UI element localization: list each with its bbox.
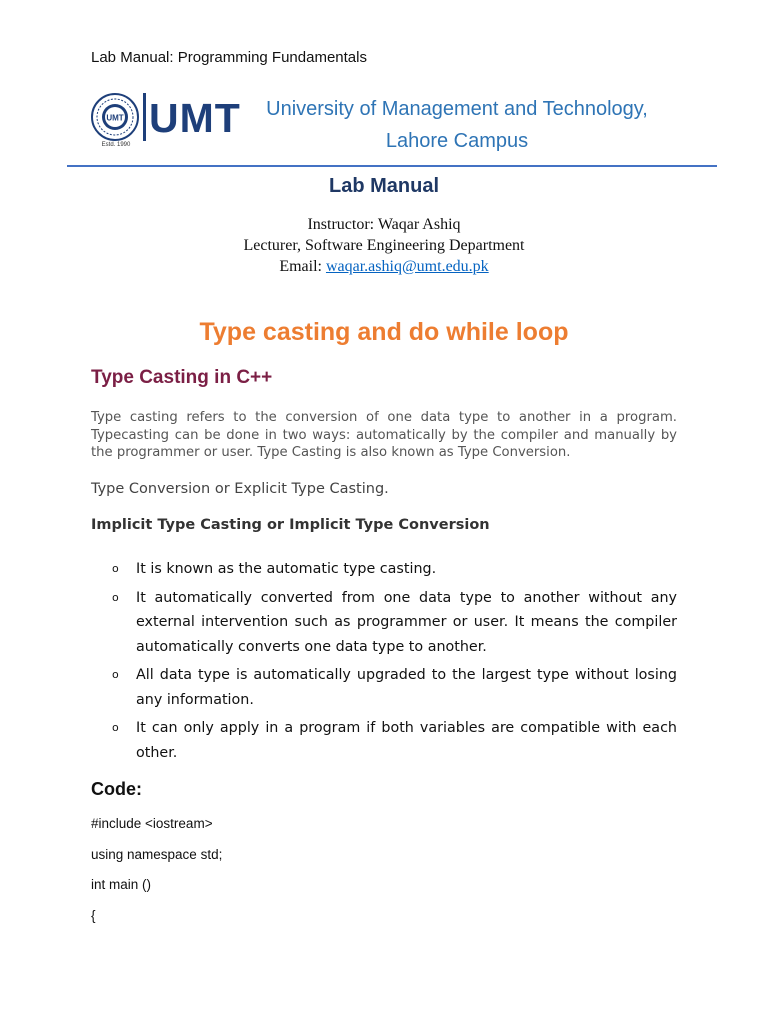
bullet-marker: o — [112, 590, 119, 604]
umt-wordmark: UMT — [149, 95, 241, 141]
list-item — [91, 663, 677, 712]
seal-text: UMT — [106, 113, 124, 123]
email-label: Email: — [279, 258, 326, 275]
lab-manual-title: Lab Manual — [328, 175, 439, 197]
instructor-email-line — [0, 256, 768, 277]
bullet-marker: o — [112, 721, 119, 734]
code-line: int main () — [91, 877, 152, 892]
document-title: Type casting and do while loop — [199, 318, 569, 346]
instructor-name: Instructor: Waqar Ashiq — [307, 216, 461, 233]
list-item — [91, 716, 677, 765]
types-line: Type Conversion or Explicit Type Casting. — [91, 481, 389, 497]
bullet-marker: o — [112, 668, 119, 681]
code-line: #include <iostream> — [91, 816, 213, 831]
code-line: { — [91, 908, 96, 923]
university-name — [247, 93, 667, 157]
instructor-block — [0, 214, 768, 277]
instructor-position: Lecturer, Software Engineering Department — [243, 237, 525, 254]
section-title: Type Casting in C++ — [91, 367, 273, 388]
list-item-text: It can only apply in a program if both variables are compatible with each other. — [136, 720, 677, 761]
bullet-list — [91, 557, 677, 769]
intro-paragraph: Type casting refers to the conversion of one data type to another in a program. Typecasting can be done in two ways: automatically by the compiler and manually by the programmer or user. Type Casting is also known as Type Conversion. — [91, 410, 677, 460]
running-header: Lab Manual: Programming Fundamentals — [91, 49, 367, 66]
list-item — [91, 586, 677, 660]
header-rule — [67, 165, 717, 167]
university-name-line1: University of Management and Technology, — [266, 98, 648, 120]
implicit-subheading: Implicit Type Casting or Implicit Type Conversion — [91, 517, 490, 533]
code-heading: Code: — [91, 779, 142, 799]
list-item-text: It is known as the automatic type casting. — [136, 561, 437, 577]
university-seal-icon — [91, 93, 139, 141]
bullet-marker: o — [112, 562, 119, 575]
logo-divider — [143, 93, 146, 141]
email-link[interactable]: waqar.ashiq@umt.edu.pk — [325, 258, 489, 275]
university-name-line2: Lahore Campus — [385, 130, 529, 152]
list-item — [91, 557, 677, 582]
list-item-text: It automatically converted from one data type to another without any external intervention such as programmer or user. It means the compiler automatically converts one data type to another. — [136, 589, 677, 655]
code-line: using namespace std; — [91, 847, 223, 862]
list-item-text: All data type is automatically upgraded to the largest type without losing any information. — [136, 667, 677, 708]
established-label: Estd. 1990 — [101, 142, 131, 148]
